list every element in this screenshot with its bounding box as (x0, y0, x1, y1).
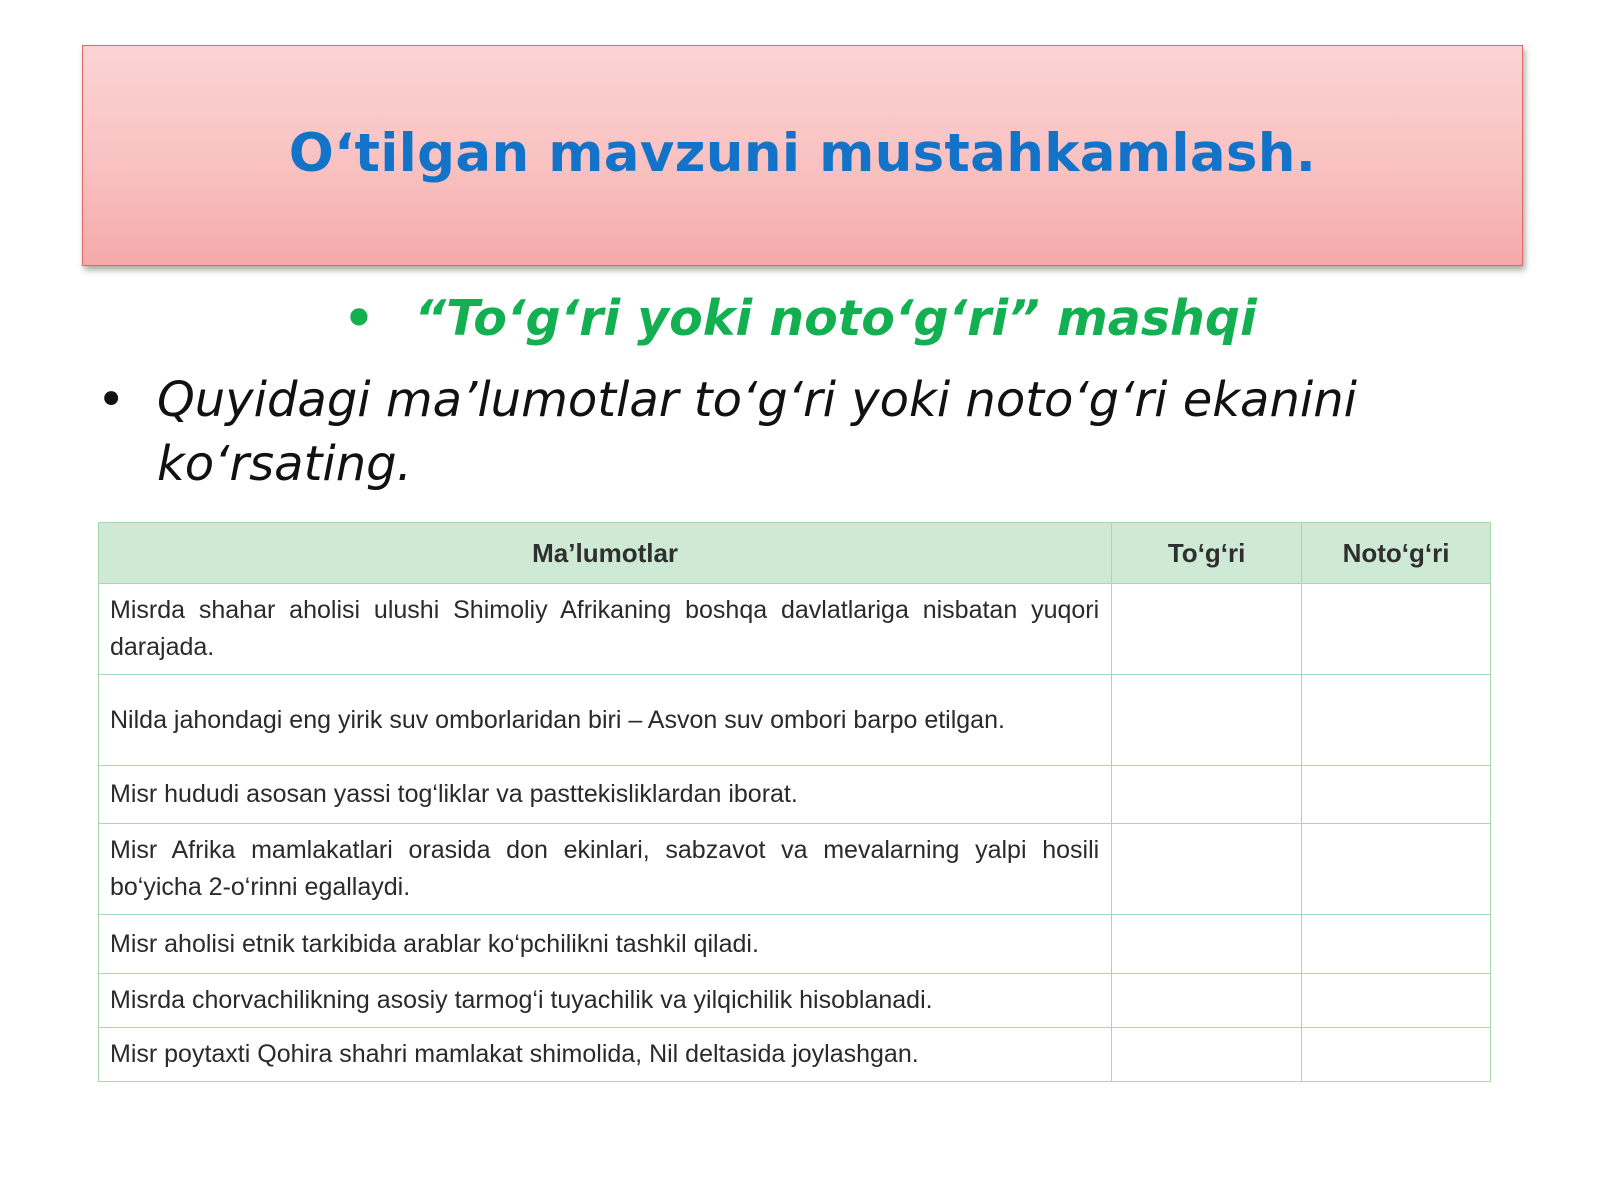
false-answer-cell[interactable] (1302, 584, 1491, 675)
table-row (99, 675, 1491, 766)
false-answer-cell[interactable] (1302, 1028, 1491, 1082)
true-answer-cell[interactable] (1112, 915, 1302, 974)
true-answer-cell[interactable] (1112, 766, 1302, 824)
subtitle-bullet: • (343, 290, 375, 347)
instruction-bullet: • (97, 372, 126, 428)
table-row (99, 766, 1491, 824)
false-answer-cell[interactable] (1302, 766, 1491, 824)
instruction-text: Quyidagi ma’lumotlar to‘g‘ri yoki noto‘g‘ri ekanini ko‘rsating. (157, 372, 1357, 492)
statement-cell: Misr hududi asosan yassi tog‘liklar va pasttekisliklardan iborat. (99, 766, 1112, 824)
header-statements: Ma’lumotlar (99, 523, 1112, 584)
false-answer-cell[interactable] (1302, 824, 1491, 915)
false-answer-cell[interactable] (1302, 974, 1491, 1028)
statement-cell: Misr Afrika mamlakatlari orasida don ekinlari, sabzavot va mevalarning yalpi hosili bo‘yicha 2-o‘rinni egallaydi. (99, 824, 1112, 915)
instruction (97, 368, 1417, 496)
table-header-row (99, 523, 1491, 584)
true-answer-cell[interactable] (1112, 974, 1302, 1028)
table-row (99, 915, 1491, 974)
table-row (99, 584, 1491, 675)
table-row (99, 1028, 1491, 1082)
false-answer-cell[interactable] (1302, 915, 1491, 974)
statement-cell: Nilda jahondagi eng yirik suv omborlaridan biri – Asvon suv ombori barpo etilgan. (99, 675, 1112, 766)
header-true: To‘g‘ri (1112, 523, 1302, 584)
true-answer-cell[interactable] (1112, 675, 1302, 766)
header-false: Noto‘g‘ri (1302, 523, 1491, 584)
statement-cell: Misr aholisi etnik tarkibida arablar ko‘pchilikni tashkil qiladi. (99, 915, 1112, 974)
true-false-table (98, 522, 1491, 1082)
exercise-subtitle (0, 290, 1600, 347)
true-answer-cell[interactable] (1112, 1028, 1302, 1082)
subtitle-text: “To‘g‘ri yoki noto‘g‘ri” mashqi (414, 290, 1257, 347)
true-answer-cell[interactable] (1112, 584, 1302, 675)
table-row (99, 974, 1491, 1028)
true-answer-cell[interactable] (1112, 824, 1302, 915)
table-row (99, 824, 1491, 915)
statement-cell: Misrda shahar aholisi ulushi Shimoliy Afrikaning boshqa davlatlariga nisbatan yuqori darajada. (99, 584, 1112, 675)
slide-title: O‘tilgan mavzuni mustahkamlash. (288, 123, 1317, 184)
statement-cell: Misr poytaxti Qohira shahri mamlakat shimolida, Nil deltasida joylashgan. (99, 1028, 1112, 1082)
title-banner (82, 45, 1523, 266)
statement-cell: Misrda chorvachilikning asosiy tarmog‘i tuyachilik va yilqichilik hisoblanadi. (99, 974, 1112, 1028)
false-answer-cell[interactable] (1302, 675, 1491, 766)
